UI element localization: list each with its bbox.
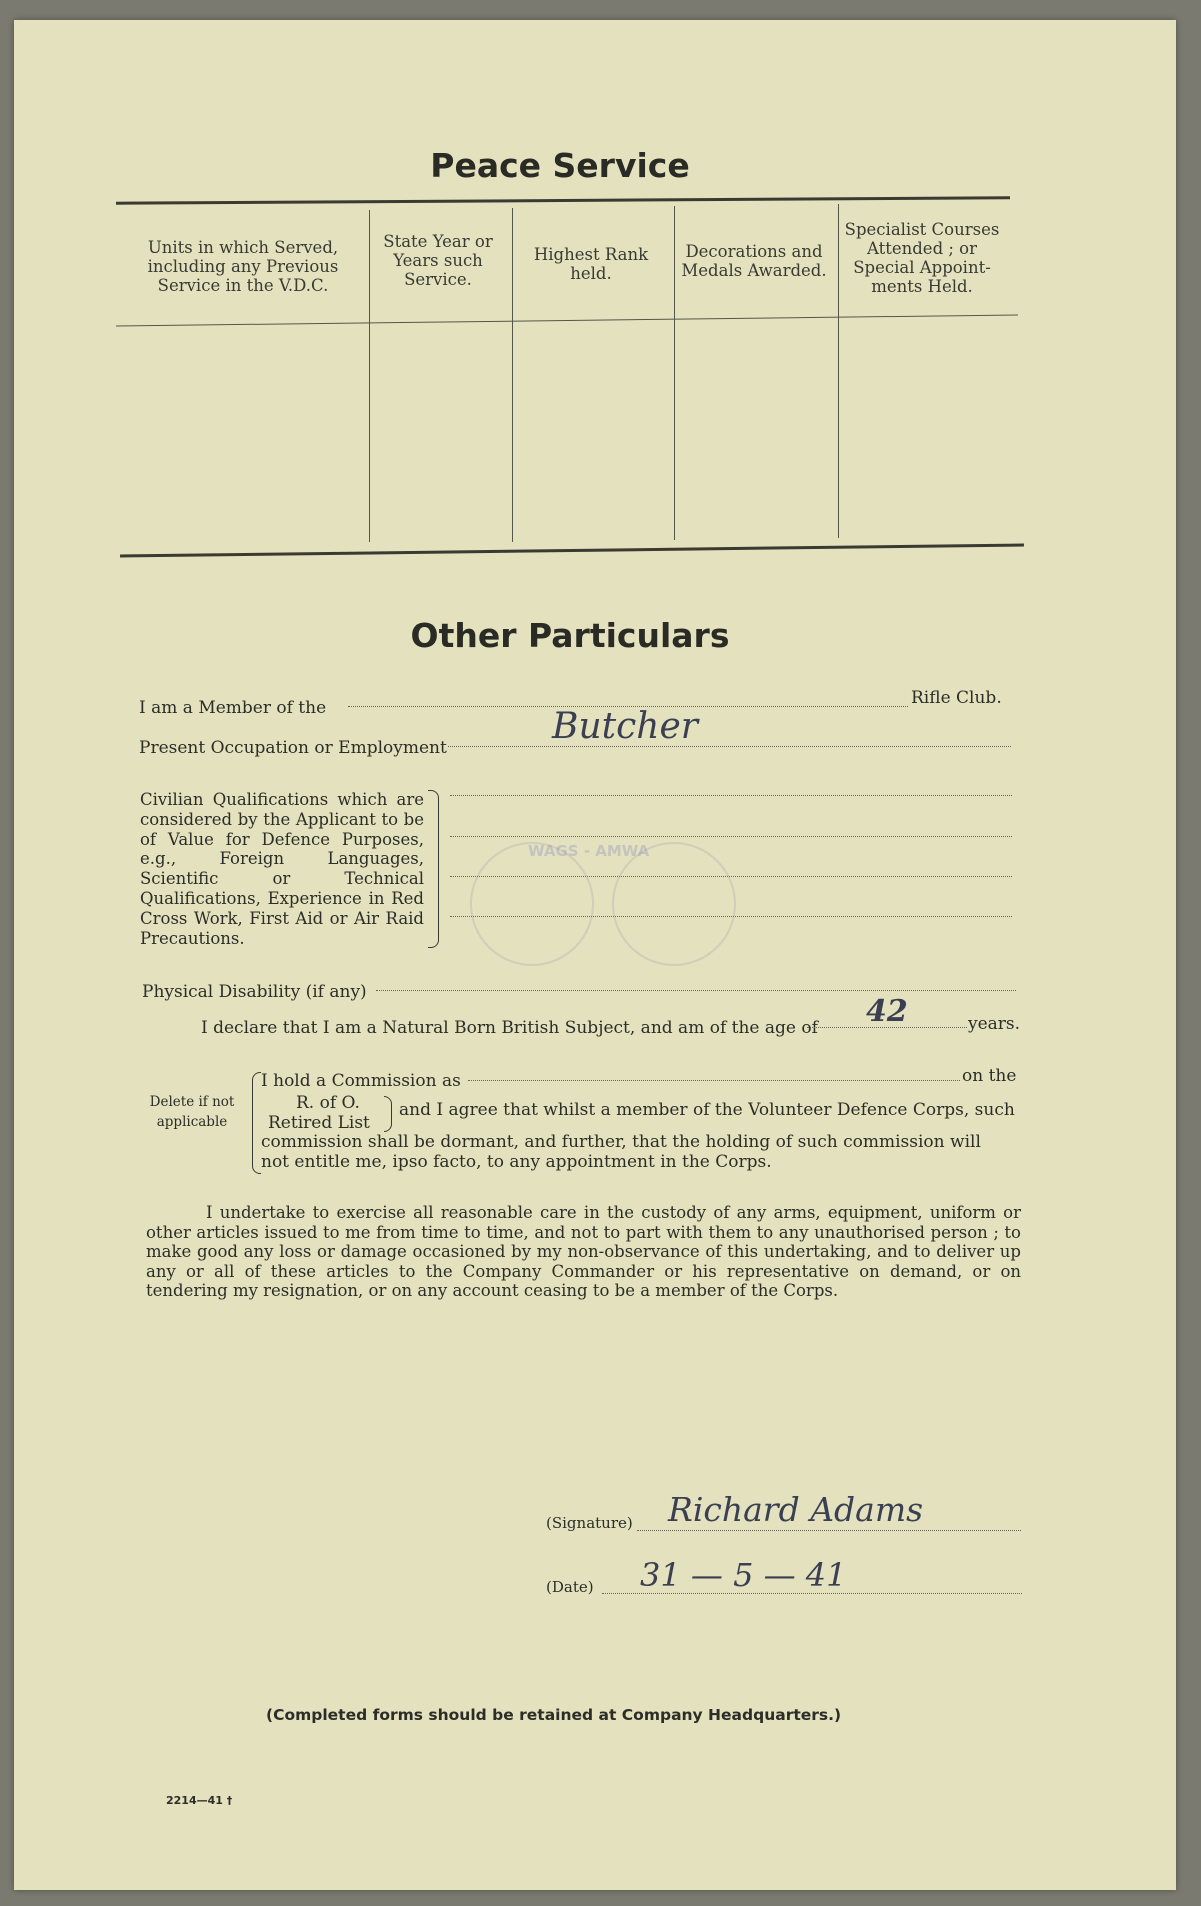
undertaking-paragraph: I undertake to exercise all reasonable care in the custody of any arms, equipment, uniform or other articles issued to me from time to time, and not to part with them to any unauthorised person ; to make good any loss or damage occasioned by my non-observance of this undertaking, and to deliver up any or all of these articles to the Company Commander or his representative on demand, or on tendering my resignation, or on any account ceasing to be a member of the Corps. [146,1203,1021,1301]
commission-brace [252,1072,261,1174]
qualifications-line-1[interactable] [450,795,1012,796]
date-label: (Date) [546,1578,594,1596]
watermark-seal [470,842,594,966]
disability-field[interactable] [376,990,1016,991]
commission-on-the: on the [962,1066,1017,1086]
commission-field[interactable] [468,1080,960,1081]
col-decorations: Decorations and Medals Awarded. [681,242,827,280]
signature-value: Richard Adams [668,1490,924,1529]
commission-line-3: commission shall be dormant, and further, that the holding of such commission will [261,1132,981,1152]
date-value: 31 — 5 — 41 [640,1556,847,1594]
footer-note: (Completed forms should be retained at Company Headquarters.) [266,1706,842,1724]
col-divider [674,206,675,540]
col-years: State Year or Years such Service. [383,232,493,289]
delete-note: Delete if not applicable [149,1094,235,1130]
commission-line-2: and I agree that whilst a member of the Volunteer Defence Corps, such [399,1100,1015,1120]
signature-field[interactable] [637,1530,1021,1531]
form-sheet [14,20,1176,1890]
qualifications-line-2[interactable] [450,836,1012,837]
col-divider [838,204,839,538]
qualifications-label: Civilian Qualifications which are considered by the Applicant to be of Value for Defence Purposes, e.g., Foreign Languages, Scientific or Technical Qualifications, Experience in Red Cross Work, First Aid or Air Raid Precautions. [140,790,424,948]
watermark-seal [612,842,736,966]
ro-brace [384,1096,392,1132]
declaration-text: I declare that I am a Natural Born British Subject, and am of the age of [201,1018,818,1038]
occupation-value: Butcher [552,706,698,747]
col-units: Units in which Served, including any Previous Service in the V.D.C. [147,238,339,295]
qualifications-brace [428,790,439,948]
col-divider [512,208,513,542]
ro-label: R. of O. [296,1093,360,1113]
occupation-field[interactable] [448,746,1011,747]
peace-service-title: Peace Service [430,146,690,185]
disability-label: Physical Disability (if any) [142,982,367,1002]
col-rank: Highest Rank held. [533,245,649,283]
watermark-text: WAGS - AMWA [528,842,650,860]
rifle-club-label: Rifle Club. [911,688,1002,708]
form-number: 2214—41 † [166,1794,233,1807]
member-label: I am a Member of the [139,698,327,718]
col-courses: Specialist Courses Attended ; or Special Appoint-ments Held. [844,220,1000,296]
other-particulars-title: Other Particulars [410,616,730,655]
retired-list-label: Retired List [268,1113,370,1133]
years-label: years. [968,1014,1021,1034]
signature-label: (Signature) [546,1514,633,1532]
col-divider [369,210,370,542]
commission-line-4: not entitle me, ipso facto, to any appointment in the Corps. [261,1152,772,1172]
occupation-label: Present Occupation or Employment [139,738,447,758]
commission-line-1: I hold a Commission as [261,1071,461,1091]
age-value: 42 [866,994,908,1029]
